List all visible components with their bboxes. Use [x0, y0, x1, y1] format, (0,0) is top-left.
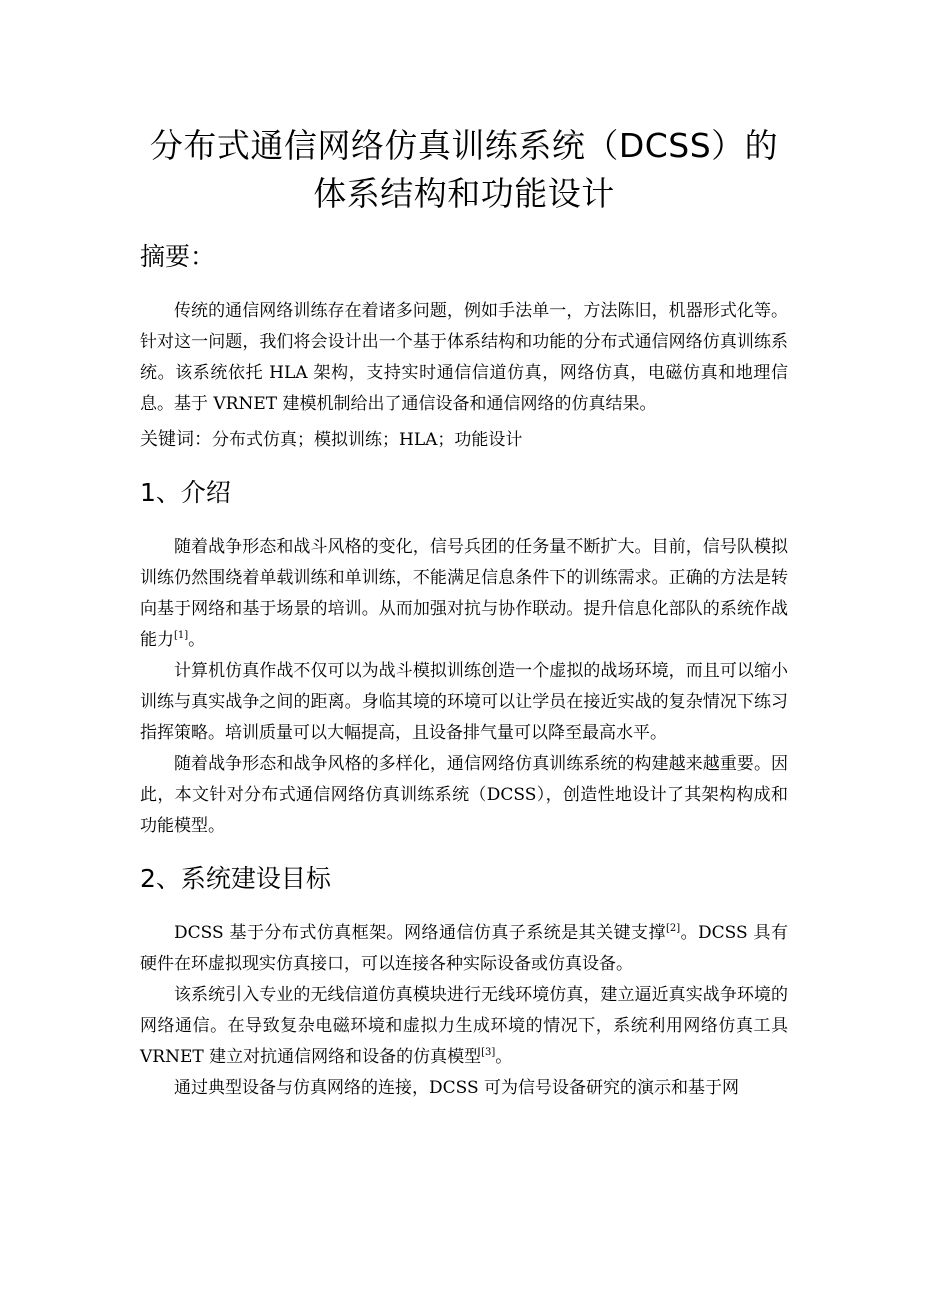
abstract-text: 传统的通信网络训练存在着诸多问题，例如手法单一，方法陈旧，机器形式化等。针对这一问题，我们将会设计出一个基于体系结构和功能的分布式通信网络仿真训练系统。该系统依托 HLA 架构，支持实时通信信道仿真，网络仿真，电磁仿真和地理信息。基于 VRNET 建模机制给出了通信设备和通信网络的仿真结果。 — [140, 301, 788, 414]
paragraph-tail: 。 — [495, 1047, 513, 1067]
paragraph-text: 计算机仿真作战不仅可以为战斗模拟训练创造一个虚拟的战场环境，而且可以缩小训练与真实战争之间的距离。身临其境的环境可以让学员在接近实战的复杂情况下练习指挥策略。培训质量可以大幅提高，且设备排气量可以降至最高水平。 — [140, 661, 788, 743]
paper-title: 分布式通信网络仿真训练系统（DCSS）的体系结构和功能设计 — [149, 126, 779, 213]
paragraph-tail: 。 — [188, 630, 206, 650]
citation-ref[interactable]: [1] — [174, 630, 189, 641]
paragraph — [140, 532, 788, 656]
paragraph-text: 该系统引入专业的无线信道仿真模块进行无线环境仿真，建立逼近真实战争环境的网络通信。在导致复杂电磁环境和虚拟力生成环境的情况下，系统利用网络仿真工具 VRNET 建立对抗通信网络和设备的仿真模型 — [140, 985, 788, 1067]
section-heading-introduction: 1、介绍 — [140, 478, 231, 507]
paragraph — [140, 918, 788, 980]
section-heading-system-goals: 2、系统建设目标 — [140, 864, 331, 893]
keywords-line — [140, 424, 788, 456]
paragraph — [140, 980, 788, 1073]
paper-page — [140, 122, 788, 1104]
abstract-heading: 摘要： — [140, 242, 216, 271]
keywords-label: 关键词： — [140, 429, 212, 450]
keywords-text: 分布式仿真；模拟训练；HLA；功能设计 — [212, 430, 523, 450]
citation-ref[interactable]: [2] — [665, 923, 681, 934]
paragraph-text: DCSS 基于分布式仿真框架。网络通信仿真子系统是其关键支撑 — [174, 923, 666, 943]
paragraph-text: 通过典型设备与仿真网络的连接，DCSS 可为信号设备研究的演示和基于网 — [174, 1078, 740, 1098]
paragraph — [140, 656, 788, 749]
paragraph — [140, 1073, 788, 1104]
paragraph-text: 随着战争形态和战斗风格的变化，信号兵团的任务量不断扩大。目前，信号队模拟训练仍然围绕着单载训练和单训练，不能满足信息条件下的训练需求。正确的方法是转向基于网络和基于场景的培训。从而加强对抗与协作联动。提升信息化部队的系统作战能力 — [140, 537, 788, 650]
paragraph-text: 随着战争形态和战争风格的多样化，通信网络仿真训练系统的构建越来越重要。因此，本文针对分布式通信网络仿真训练系统（DCSS），创造性地设计了其架构构成和功能模型。 — [140, 754, 788, 836]
paragraph-tail: 。DCSS 具有硬件在环虚拟现实仿真接口，可以连接各种实际设备或仿真设备。 — [140, 923, 788, 974]
citation-ref[interactable]: [3] — [481, 1047, 496, 1058]
paragraph — [140, 749, 788, 842]
